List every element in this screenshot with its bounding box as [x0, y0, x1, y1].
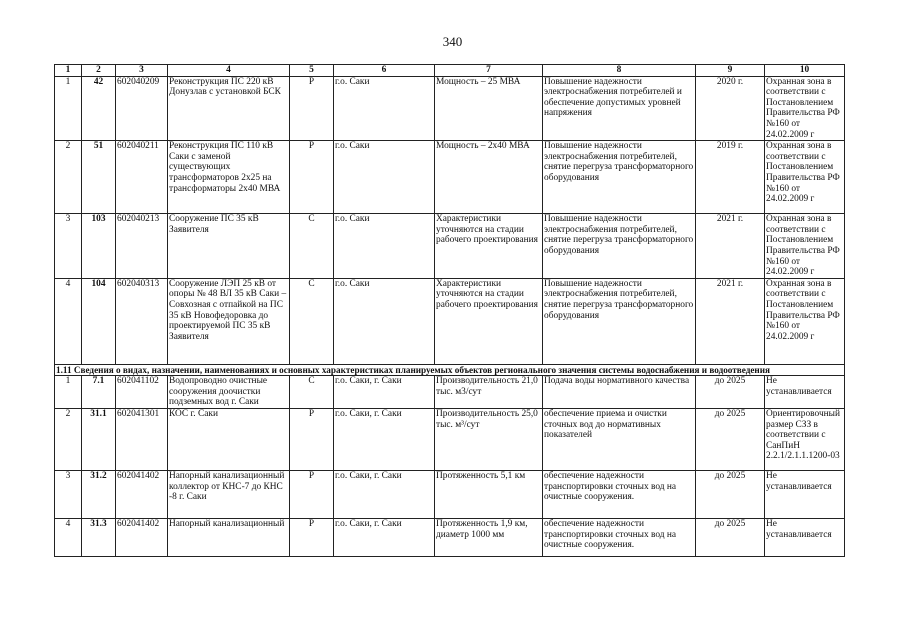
object-deadline: до 2025 — [696, 518, 765, 556]
object-deadline: 2021 г. — [696, 214, 765, 279]
object-code: 602040213 — [116, 214, 168, 279]
object-purpose: Повышение надежности электроснабжения потребителей, снятие перегруза трансформаторного оборудования — [543, 141, 696, 214]
object-code: 602040211 — [116, 141, 168, 214]
row-number: 2 — [55, 408, 82, 470]
object-name: Водопроводно очистные сооружения доочистки подземных вод г. Саки — [168, 376, 290, 409]
header-cell: 10 — [765, 65, 845, 77]
object-deadline: до 2025 — [696, 408, 765, 470]
object-name: Сооружение ПС 35 кВ Заявителя — [168, 214, 290, 279]
object-name: КОС г. Саки — [168, 408, 290, 470]
row-number: 2 — [55, 141, 82, 214]
object-number: 103 — [82, 214, 116, 279]
object-deadline: до 2025 — [696, 376, 765, 409]
object-location: г.о. Саки, г. Саки — [334, 376, 435, 409]
header-cell: 6 — [334, 65, 435, 77]
table-row — [55, 518, 845, 556]
table-row — [55, 408, 845, 470]
object-characteristics: Характеристики уточняются на стадии рабочего проектирования — [435, 278, 543, 364]
object-status: Р — [290, 141, 334, 214]
header-cell: 4 — [168, 65, 290, 77]
object-number: 42 — [82, 76, 116, 141]
object-name: Реконструкция ПС 220 кВ Донузлав с установкой БСК — [168, 76, 290, 141]
table-row — [55, 141, 845, 214]
object-purpose: Повышение надежности электроснабжения потребителей, снятие перегруза трансформаторного оборудования — [543, 214, 696, 279]
object-purpose: обеспечение надежности транспортировки сточных вод на очистные сооружения. — [543, 470, 696, 518]
object-restrictions: Охранная зона в соответствии с Постановлением Правительства РФ №160 от 24.02.2009 г — [765, 141, 845, 214]
object-characteristics: Производительность 25,0 тыс. м³/сут — [435, 408, 543, 470]
objects-table — [54, 64, 845, 557]
row-number: 1 — [55, 376, 82, 409]
object-purpose: Повышение надежности электроснабжения потребителей и обеспечение допустимых уровней напряжения — [543, 76, 696, 141]
object-restrictions: Охранная зона в соответствии с Постановлением Правительства РФ №160 от 24.02.2009 г — [765, 278, 845, 364]
object-characteristics: Протяженность 5,1 км — [435, 470, 543, 518]
section-title: 1.11 Сведения о видах, назначении, наименованиях и основных характеристиках планируемых объектов регионального значения системы водоснабжения и водоотведения — [55, 364, 845, 375]
row-number: 4 — [55, 278, 82, 364]
header-cell: 2 — [82, 65, 116, 77]
object-status: С — [290, 214, 334, 279]
header-cell: 3 — [116, 65, 168, 77]
object-status: Р — [290, 470, 334, 518]
object-number: 31.1 — [82, 408, 116, 470]
header-cell: 8 — [543, 65, 696, 77]
object-purpose: Повышение надежности электроснабжения потребителей, снятие перегруза трансформаторного оборудования — [543, 278, 696, 364]
object-restrictions: Ориентировочный размер СЗЗ в соответствии с СанПиН 2.2.1/2.1.1.1200-03 — [765, 408, 845, 470]
object-number: 7.1 — [82, 376, 116, 409]
page-number: 340 — [442, 34, 463, 49]
object-restrictions: Не устанавливается — [765, 518, 845, 556]
object-location: г.о. Саки — [334, 76, 435, 141]
table-row — [55, 214, 845, 279]
section-header-row — [55, 364, 845, 375]
object-characteristics: Характеристики уточняются на стадии рабочего проектирования — [435, 214, 543, 279]
row-number: 4 — [55, 518, 82, 556]
object-deadline: 2021 г. — [696, 278, 765, 364]
object-deadline: до 2025 — [696, 470, 765, 518]
object-status: С — [290, 278, 334, 364]
header-cell: 7 — [435, 65, 543, 77]
object-location: г.о. Саки, г. Саки — [334, 518, 435, 556]
object-name: Напорный канализационный коллектор от КНС-7 до КНС -8 г. Саки — [168, 470, 290, 518]
object-location: г.о. Саки, г. Саки — [334, 408, 435, 470]
object-deadline: 2019 г. — [696, 141, 765, 214]
object-characteristics: Мощность – 25 МВА — [435, 76, 543, 141]
object-purpose: обеспечение приема и очистки сточных вод до нормативных показателей — [543, 408, 696, 470]
object-number: 51 — [82, 141, 116, 214]
object-status: Р — [290, 518, 334, 556]
object-code: 602040313 — [116, 278, 168, 364]
object-code: 602041301 — [116, 408, 168, 470]
table-row — [55, 376, 845, 409]
object-deadline: 2020 г. — [696, 76, 765, 141]
object-code: 602040209 — [116, 76, 168, 141]
header-cell: 9 — [696, 65, 765, 77]
object-number: 31.2 — [82, 470, 116, 518]
header-cell: 5 — [290, 65, 334, 77]
object-name: Сооружение ЛЭП 25 кВ от опоры № 48 ВЛ 35 кВ Саки – Совхозная с отпайкой на ПС 35 кВ Новофедоровка до проектируемой ПС 35 кВ Заявителя — [168, 278, 290, 364]
object-status: Р — [290, 76, 334, 141]
object-restrictions: Охранная зона в соответствии с Постановлением Правительства РФ №160 от 24.02.2009 г — [765, 214, 845, 279]
object-code: 602041402 — [116, 470, 168, 518]
object-location: г.о. Саки — [334, 141, 435, 214]
object-status: С — [290, 376, 334, 409]
table-row — [55, 470, 845, 518]
object-number: 104 — [82, 278, 116, 364]
object-code: 602041402 — [116, 518, 168, 556]
object-location: г.о. Саки — [334, 214, 435, 279]
object-purpose: Подача воды нормативного качества — [543, 376, 696, 409]
object-restrictions: Не устанавливается — [765, 470, 845, 518]
table-row — [55, 278, 845, 364]
row-number: 3 — [55, 470, 82, 518]
object-restrictions: Не устанавливается — [765, 376, 845, 409]
object-name: Напорный канализационный — [168, 518, 290, 556]
row-number: 3 — [55, 214, 82, 279]
object-characteristics: Протяженность 1,9 км, диаметр 1000 мм — [435, 518, 543, 556]
object-location: г.о. Саки, г. Саки — [334, 470, 435, 518]
row-number: 1 — [55, 76, 82, 141]
object-number: 31.3 — [82, 518, 116, 556]
object-purpose: обеспечение надежности транспортировки сточных вод на очистные сооружения. — [543, 518, 696, 556]
object-characteristics: Производительность 21,0 тыс. м3/сут — [435, 376, 543, 409]
header-row — [55, 65, 845, 77]
object-name: Реконструкция ПС 110 кВ Саки с заменой существующих трансформаторов 2х25 на трансформаторы 2х40 МВА — [168, 141, 290, 214]
object-restrictions: Охранная зона в соответствии с Постановлением Правительства РФ №160 от 24.02.2009 г — [765, 76, 845, 141]
object-location: г.о. Саки — [334, 278, 435, 364]
object-status: Р — [290, 408, 334, 470]
object-characteristics: Мощность – 2х40 МВА — [435, 141, 543, 214]
header-cell: 1 — [55, 65, 82, 77]
table-row — [55, 76, 845, 141]
object-code: 602041102 — [116, 376, 168, 409]
